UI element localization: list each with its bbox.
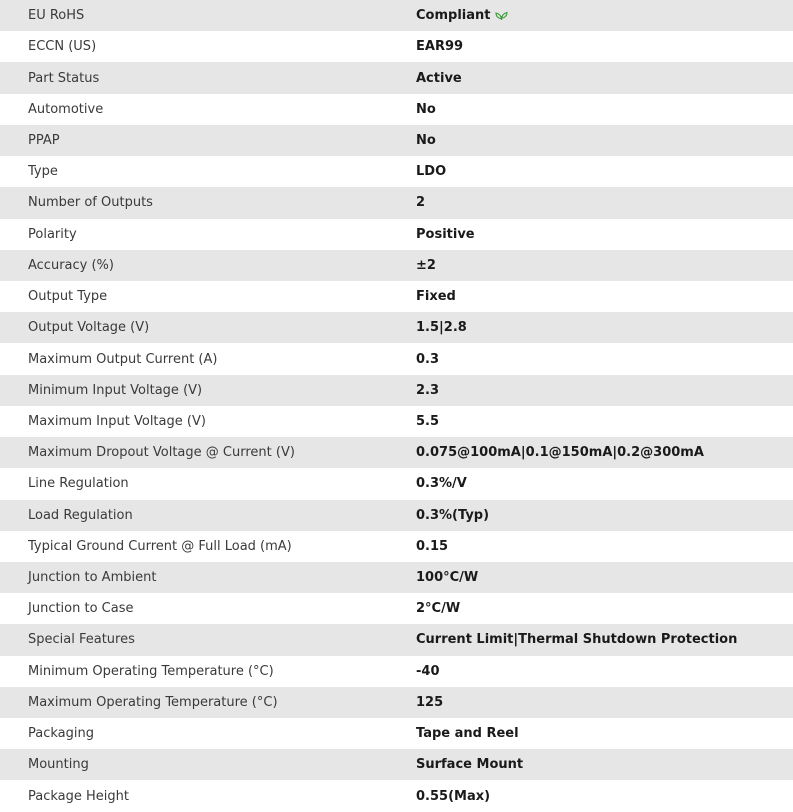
row-label: Junction to Case (0, 593, 416, 624)
row-value: Tape and Reel (416, 718, 793, 749)
row-label: Maximum Dropout Voltage @ Current (V) (0, 437, 416, 468)
table-row (0, 0, 793, 31)
row-value: 0.55(Max) (416, 780, 793, 811)
row-label: Output Type (0, 281, 416, 312)
row-label: Minimum Input Voltage (V) (0, 375, 416, 406)
row-value: Positive (416, 219, 793, 250)
row-value: 2°C/W (416, 593, 793, 624)
row-label: Output Voltage (V) (0, 312, 416, 343)
table-row (0, 62, 793, 93)
row-label: Line Regulation (0, 468, 416, 499)
table-row (0, 687, 793, 718)
row-value: Active (416, 62, 793, 93)
row-value: 0.3 (416, 343, 793, 374)
row-value: No (416, 94, 793, 125)
row-label: Typical Ground Current @ Full Load (mA) (0, 531, 416, 562)
row-value: 0.3%(Typ) (416, 500, 793, 531)
row-value: 1.5|2.8 (416, 312, 793, 343)
table-row (0, 219, 793, 250)
table-row (0, 593, 793, 624)
row-label: PPAP (0, 125, 416, 156)
table-row (0, 749, 793, 780)
row-value: ±2 (416, 250, 793, 281)
row-value: 125 (416, 687, 793, 718)
table-row (0, 375, 793, 406)
row-value: LDO (416, 156, 793, 187)
row-label: Accuracy (%) (0, 250, 416, 281)
row-label: Maximum Operating Temperature (°C) (0, 687, 416, 718)
row-label: Part Status (0, 62, 416, 93)
table-row (0, 250, 793, 281)
row-value: 2.3 (416, 375, 793, 406)
row-label: Automotive (0, 94, 416, 125)
row-value: Surface Mount (416, 749, 793, 780)
table-row (0, 343, 793, 374)
table-row (0, 780, 793, 811)
rohs-value: Compliant (416, 8, 491, 24)
row-value: 0.3%/V (416, 468, 793, 499)
table-row (0, 562, 793, 593)
table-row (0, 718, 793, 749)
row-label: Packaging (0, 718, 416, 749)
row-value: Fixed (416, 281, 793, 312)
table-row (0, 187, 793, 218)
row-label: Maximum Output Current (A) (0, 343, 416, 374)
table-row (0, 531, 793, 562)
row-value: -40 (416, 656, 793, 687)
table-row (0, 281, 793, 312)
row-value: EAR99 (416, 31, 793, 62)
table-row (0, 468, 793, 499)
table-row (0, 94, 793, 125)
table-row (0, 125, 793, 156)
table-row (0, 437, 793, 468)
row-value: 0.075@100mA|0.1@150mA|0.2@300mA (416, 437, 793, 468)
row-label: Minimum Operating Temperature (°C) (0, 656, 416, 687)
row-label: Number of Outputs (0, 187, 416, 218)
row-label: Maximum Input Voltage (V) (0, 406, 416, 437)
row-value: No (416, 125, 793, 156)
row-label: Special Features (0, 624, 416, 655)
row-value: 2 (416, 187, 793, 218)
table-row (0, 156, 793, 187)
row-label: Polarity (0, 219, 416, 250)
row-label: Type (0, 156, 416, 187)
row-label: Mounting (0, 749, 416, 780)
row-label: ECCN (US) (0, 31, 416, 62)
table-row (0, 312, 793, 343)
row-value (416, 0, 793, 31)
table-row (0, 656, 793, 687)
table-row (0, 31, 793, 62)
row-label: EU RoHS (0, 0, 416, 31)
table-row (0, 500, 793, 531)
row-value: 5.5 (416, 406, 793, 437)
row-value: 0.15 (416, 531, 793, 562)
row-label: Package Height (0, 780, 416, 811)
row-value: 100°C/W (416, 562, 793, 593)
table-row (0, 624, 793, 655)
row-label: Load Regulation (0, 500, 416, 531)
table-row (0, 406, 793, 437)
leaf-icon (495, 10, 508, 21)
row-label: Junction to Ambient (0, 562, 416, 593)
row-value: Current Limit|Thermal Shutdown Protection (416, 624, 793, 655)
